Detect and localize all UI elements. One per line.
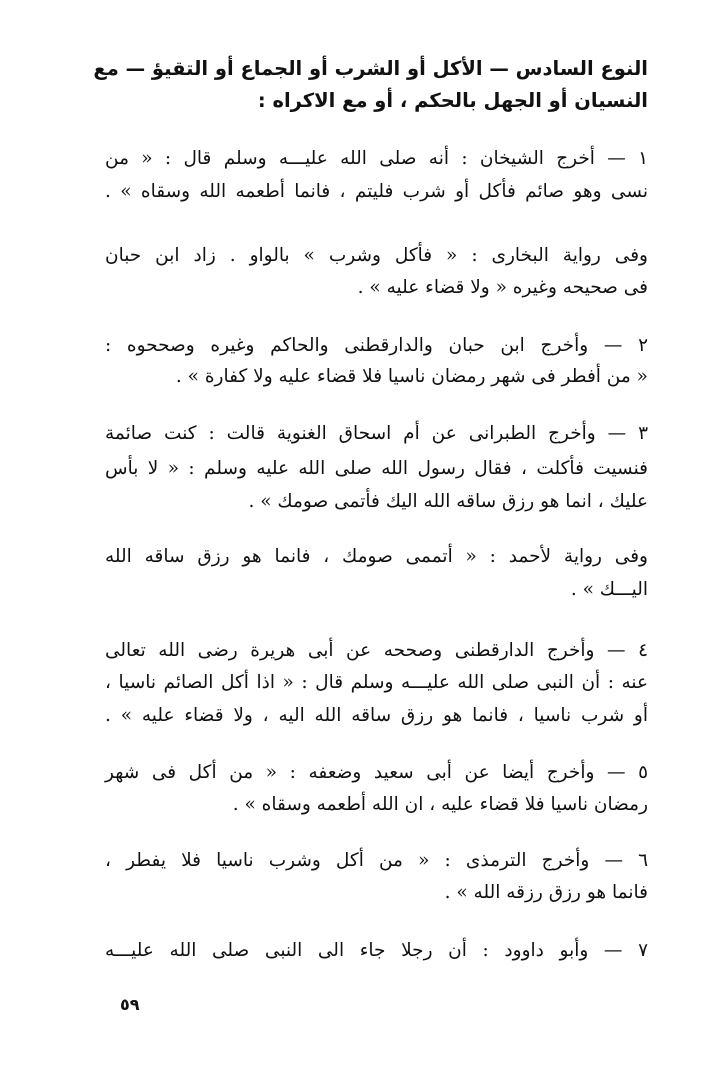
paragraph-2-line-2: فى صحيحه وغيره « ولا قضاء عليه » . xyxy=(357,277,648,298)
paragraph-5-line-1: وفى رواية لأحمد : « أتممى صومك ، فانما هو رزق ساقه الله xyxy=(105,546,648,567)
paragraph-7-line-1: ٥ — وأخرج أيضا عن أبى سعيد وضعفه : « من أكل فى شهر xyxy=(105,762,648,783)
paragraph-8-line-1: ٦ — وأخرج الترمذى : « من أكل وشرب ناسيا فلا يفطر ، xyxy=(105,850,648,871)
paragraph-9-line-1: ٧ — وأبو داوود : أن رجلا جاء الى النبى صلى الله عليـــه xyxy=(105,940,648,961)
paragraph-7-line-2: رمضان ناسيا فلا قضاء عليه ، ان الله أطعمه وسقاه » . xyxy=(232,794,648,815)
paragraph-6-line-3: أو شرب ناسيا ، فانما هو رزق ساقه الله اليه ، ولا قضاء عليه » . xyxy=(105,705,648,726)
page-number: ٥٩ xyxy=(120,995,140,1014)
paragraph-5-line-2: اليـــك » . xyxy=(570,579,648,600)
paragraph-8-line-2: فانما هو رزق رزقه الله » . xyxy=(444,882,648,903)
paragraph-4-line-2: فنسيت فأكلت ، فقال رسول الله صلى الله عليه وسلم : « لا بأس xyxy=(105,458,648,479)
section-heading-line-2: النسيان أو الجهل بالحكم ، أو مع الاكراه : xyxy=(257,89,648,112)
paragraph-2-line-1: وفى رواية البخارى : « فأكل وشرب » بالواو . زاد ابن حبان xyxy=(105,245,648,266)
paragraph-1-line-2: نسى وهو صائم فأكل أو شرب فليتم ، فانما أطعمه الله وسقاه » . xyxy=(105,181,648,202)
paragraph-3-line-2: « من أفطر فى شهر رمضان ناسيا فلا قضاء عليه ولا كفارة » . xyxy=(175,366,648,387)
section-heading-line-1: النوع السادس — الأكل أو الشرب أو الجماع أو التقيؤ — مع xyxy=(93,57,648,80)
paragraph-3-line-1: ٢ — وأخرج ابن حبان والدارقطنى والحاكم وغيره وصححوه : xyxy=(105,335,648,356)
paragraph-4-line-3: عليك ، انما هو رزق ساقه الله اليك فأتمى صومك » . xyxy=(248,491,648,512)
paragraph-6-line-2: عنه : أن النبى صلى الله عليـــه وسلم قال : « اذا أكل الصائم ناسيا ، xyxy=(105,672,648,693)
paragraph-4-line-1: ٣ — وأخرج الطبرانى عن أم اسحاق الغنوية قالت : كنت صائمة xyxy=(105,423,648,444)
paragraph-6-line-1: ٤ — وأخرج الدارقطنى وصححه عن أبى هريرة رضى الله تعالى xyxy=(105,640,648,661)
paragraph-1-line-1: ١ — أخرج الشيخان : أنه صلى الله عليـــه وسلم قال : « من xyxy=(105,148,648,169)
